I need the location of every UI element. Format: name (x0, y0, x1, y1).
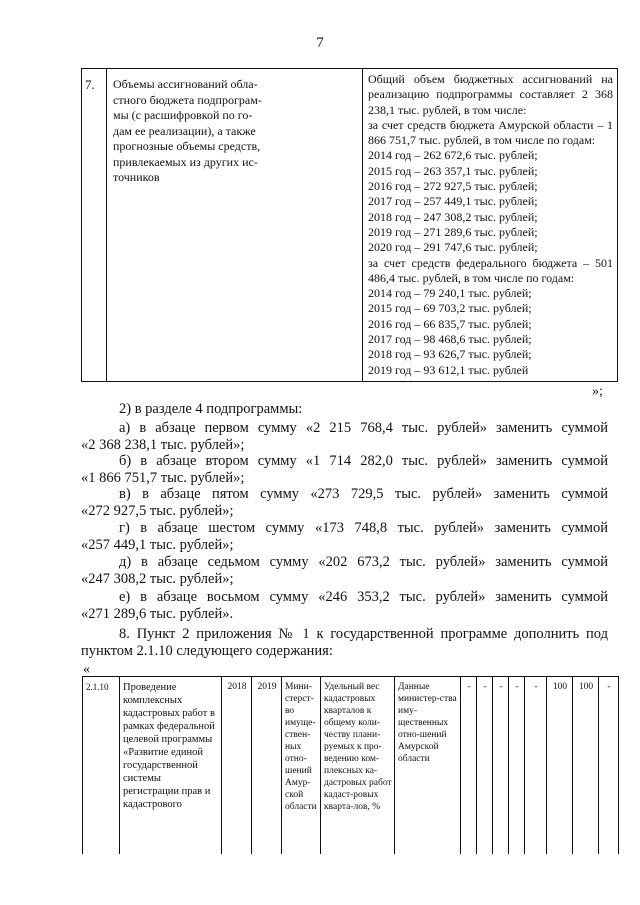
paragraph-b-tail: «1 866 751,7 тыс. рублей»; (81, 470, 245, 486)
row-number: 2.1.10 (83, 677, 120, 854)
regional-year: 2017 год – 257 449,1 тыс. рублей; (368, 194, 538, 209)
item-number: 7. (82, 69, 107, 381)
regional-year: 2020 год – 291 747,6 тыс. рублей; (368, 240, 538, 255)
paragraph-b (81, 453, 608, 487)
federal-year: 2016 год – 66 835,7 тыс. рублей; (368, 316, 532, 331)
executor: Мини-стерст-во имуще-ствен-ных отно-шений Амур-ской области (282, 677, 321, 854)
federal-year: 2019 год – 93 612,1 тыс. рублей (368, 362, 529, 377)
paragraph-e-main: д) в абзаце седьмом сумму «202 673,2 тыс. рублей» заменить суммой (119, 554, 608, 570)
value-cell: 100 (547, 677, 573, 854)
paragraph-d-tail: «257 449,1 тыс. рублей»; (81, 537, 234, 553)
value-cell: 100 (573, 677, 599, 854)
indicator: Удельный вес кадастровых кварталов к общему коли-честву плани-руемых к про-ведению ком-плексных ка-дастровых работ кадаст-ровых кварта-лов, % (321, 677, 395, 854)
activity-name: Проведение комплексных кадастровых работ в рамках федеральной целевой программы «Развитие единой государственной системы регистрации прав и кадастрового (120, 677, 222, 854)
paragraph-8-line2: пунктом 2.1.10 следующего содержания: (81, 643, 333, 659)
federal-funding: за счет средств федерального бюджета – 501 486,4 тыс. рублей, в том числе по годам: (368, 255, 613, 285)
page-number: 7 (316, 35, 324, 51)
label-line: точников (113, 170, 160, 184)
opening-quote: « (83, 662, 90, 677)
regional-year: 2019 год – 271 289,6 тыс. рублей; (368, 224, 538, 239)
paragraph-d (81, 520, 608, 554)
federal-year: 2017 год – 98 468,6 тыс. рублей; (368, 332, 532, 347)
paragraph-e (81, 554, 608, 588)
regional-funding: за счет средств бюджета Амурской области – 1 866 751,7 тыс. рублей, в том числе по годам: (368, 117, 613, 148)
paragraph-a-main: а) в абзаце первом сумму «2 215 768,4 тыс. рублей» заменить суммой (119, 420, 608, 436)
value-cell: - (607, 682, 611, 692)
item-content (363, 69, 617, 381)
item-label (107, 69, 363, 381)
label-line: стного бюджета подпрограм- (113, 92, 262, 107)
paragraph-c-main: в) в абзаце пятом сумму «273 729,5 тыс. рублей» заменить суммой (119, 486, 608, 502)
label-line: привлекаемых из других ис- (113, 154, 258, 169)
label-line: Объемы ассигнований обла- (113, 77, 258, 91)
data-source: Данные министер-ства иму-щественных отно-шений Амурской области (395, 677, 461, 854)
federal-year: 2015 год – 69 703,2 тыс. рублей; (368, 301, 532, 316)
value-cell: - (477, 677, 493, 854)
paragraph-a (81, 420, 608, 454)
paragraph-8-line1: 8. Пункт 2 приложения № 1 к государственной программе дополнить под (119, 626, 608, 642)
table-item-7 (81, 68, 618, 382)
regional-year: 2014 год – 262 672,6 тыс. рублей; (368, 148, 538, 163)
paragraph-f (81, 589, 608, 623)
label-line: прогнозные объемы средств, (113, 139, 261, 153)
paragraph-8 (81, 626, 608, 660)
value-cell: - (461, 677, 477, 854)
value-cell: - (509, 677, 525, 854)
label-line: мы (с расшифровкой по го- (113, 108, 253, 122)
federal-year: 2014 год – 79 240,1 тыс. рублей; (368, 286, 532, 301)
paragraph-a-tail: «2 368 238,1 тыс. рублей»; (81, 437, 245, 453)
regional-year: 2016 год – 272 927,5 тыс. рублей; (368, 179, 538, 194)
label-line: дам ее реализации), а также (113, 123, 256, 138)
funding-intro: Общий объем бюджетных ассигнований на реализацию подпрограммы составляет 2 368 238,1 тыс. рублей, в том числе: (368, 72, 613, 117)
paragraph-f-main: е) в абзаце восьмом сумму «246 353,2 тыс. рублей» заменить суммой (119, 589, 608, 605)
closing-quote: »; (592, 384, 603, 399)
paragraph-d-main: г) в абзаце шестом сумму «173 748,8 тыс. рублей» заменить суммой (119, 520, 608, 536)
value-cell: - (525, 677, 547, 854)
paragraph-section-4: 2) в разделе 4 подпрограммы: (119, 401, 303, 417)
table-item-2-1-10 (82, 676, 619, 854)
regional-year: 2015 год – 263 357,1 тыс. рублей; (368, 163, 538, 178)
paragraph-f-tail: «271 289,6 тыс. рублей». (81, 606, 234, 622)
federal-year: 2018 год – 93 626,7 тыс. рублей; (368, 347, 532, 362)
paragraph-c (81, 486, 608, 520)
value-cell: - (493, 677, 509, 854)
end-year: 2019 (252, 677, 282, 854)
start-year: 2018 (222, 677, 252, 854)
paragraph-b-main: б) в абзаце втором сумму «1 714 282,0 тыс. рублей» заменить суммой (119, 453, 608, 469)
paragraph-c-tail: «272 927,5 тыс. рублей»; (81, 503, 234, 519)
paragraph-e-tail: «247 308,2 тыс. рублей»; (81, 571, 234, 587)
regional-year: 2018 год – 247 308,2 тыс. рублей; (368, 209, 538, 224)
